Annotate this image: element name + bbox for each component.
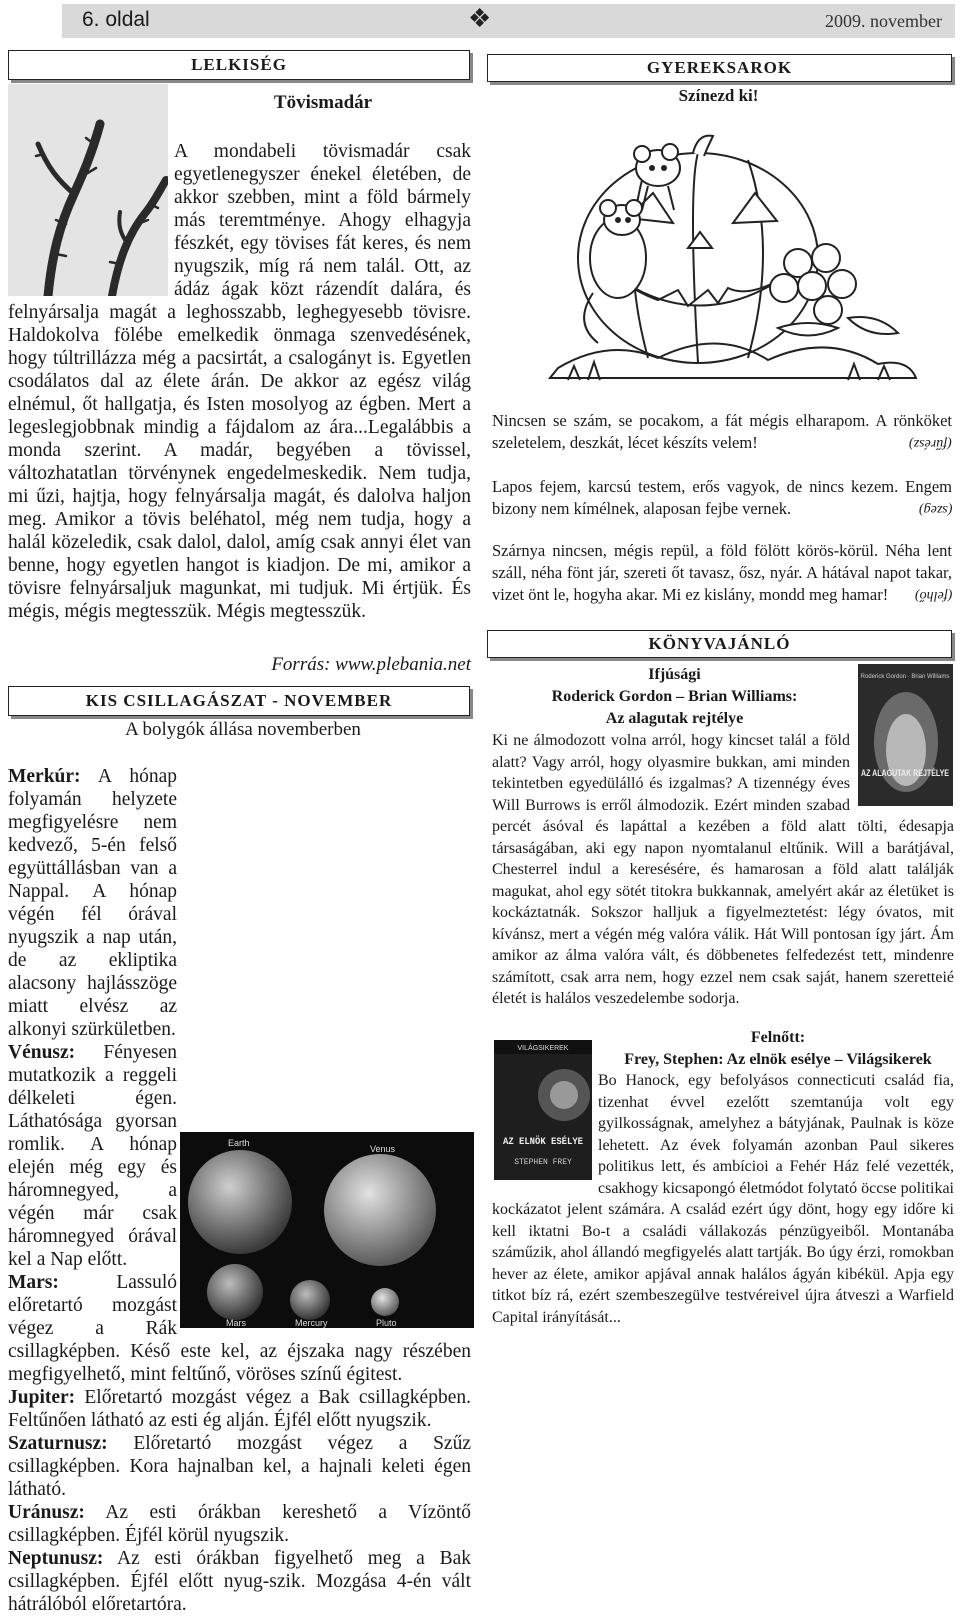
article-paragraph: A mondabeli tövismadár csak egyetlenegyszer énekel életében, de akkor szebben, mint a föld bármely más teremtménye. Ahogy elhagyja fészkét, egy tövises fát keres, és nem nyugszik, míg rá nem talál. Ott, az ádáz ágak közt rázendít dalára, és felnyársalja magát a leghosszabb, leghegyesebb tövisre. Haldokolva fölébe emelkedik önmaga szenvedésének, hogy túltrillázza még a pacsirtát, a csalogányt is. Egyetlen csodálatos dal az élete árán. De akkor az egész világ elnémul, őt hallgatja, és Isten mosolyog az égben. Mert a legeslegjobbnak mindig a fájdalom az ára...Legalábbis a monda szerint. A madár, begyében a tövissel, változhatatlan törvénynek engedelmeskedik. Nem tudja, mi űzi, hajtja, hogy felnyársalja magát, és dalolva haljon meg. Amikor a tövis beléhatol, még nem tudja, hogy a halál közeledik, csak dalol, dalol, amíg csak annyi élet van benne, hogy egyetlen hangot is kiadjon. De mi, amikor a tövisre felnyársaljuk magunkat, mi tudjuk. Mi értjük. És mégis, mégis megtesszük. Mégis megtesszük. — [8, 141, 471, 622]
planet-saturn: Szaturnusz: Előretartó mozgást végez a Szűz csillagképben. Kora hajnalban kel, a hajnali keleti égen látható. — [8, 1433, 471, 1500]
article-body — [8, 140, 471, 623]
planet-label-earth: Earth — [228, 1138, 250, 1148]
planet-label-venus: Venus — [370, 1144, 396, 1154]
planet-neptune: Neptunusz: Az esti órákban figyelhető meg a Bak csillagképben. Éjfél előtt nyug-szik. Mozgása 4-én vált hátrálóból előretartóra. — [8, 1548, 471, 1615]
planet-mars: Mars: Lassuló előretartó mozgást végez a Rák csillagképben. Késő este kel, az éjszaka nagy részében megfigyelhető, mint feltűnő, vöröses színű égitest. — [8, 1272, 471, 1385]
header-bar — [62, 4, 955, 38]
book1-category: Ifjúsági — [648, 666, 701, 683]
book1-authors: Roderick Gordon – Brian Williams: — [551, 688, 798, 705]
book2-cover-title: AZ ELNÖK ESÉLYE — [503, 1137, 592, 1148]
planet-jupiter: Jupiter: Előretartó mozgást végez a Bak csillagképben. Feltűnően látható az esti ég alján. Éjfél előtt nyugszik. — [8, 1387, 471, 1431]
riddle-3: Szárnya nincsen, mégis repül, a föld fölött körös-körül. Néha lent száll, néha fönt jár, szereti őt tavasz, ősz, nyár. A hátával napot takar, vizet önt le, hogyha akar. Mi ez kislány, mondd meg hamar! (felhő) — [492, 541, 952, 604]
astronomy-subtitle: A bolygók állása novemberben — [125, 719, 361, 740]
article-source: Forrás: www.plebania.net — [271, 654, 471, 675]
header-ornament: ❖ — [468, 4, 492, 33]
book2-category: Felnőtt: — [750, 1029, 806, 1046]
book1-cover-author: Roderick Gordon · Brian Williams — [860, 674, 950, 680]
planet-uranus: Uránusz: Az esti órákban kereshető a Vízöntő csillagképben. Éjfél körül nyugszik. — [8, 1502, 471, 1546]
book2-header — [598, 1027, 958, 1071]
article-title: Tövismadár — [273, 92, 373, 113]
planet-label-mars: Mars — [226, 1318, 246, 1328]
planet-label-pluto: Pluto — [376, 1318, 397, 1328]
book1-title: Az alagutak rejtélye — [605, 710, 744, 727]
book1-body: Ki ne álmodozott volna arról, hogy kincset talál a föld alatt? Vagy arról, hogy olyasmire bukkan, ami minden tekintetben egyedülálló és izgalmas? A tizennégy éves Will Burrows is erről álmodozik. Ezért minden szabad percét ásóval és lapáttal a kezében a föld alatt tölti, édesapja társaságában, aki egy napon nyomtalanul eltűnik. Will a barátjával, Chesterrel indul a keresésére, és hamarosan a föld alatt találják magukat, ahol egy sötét titokra bukkannak, amelyért akár az életüket is kockáztatnák. Sokszor halljuk a figyelmeztetést: légy óvatos, mit kívánsz, mert a végén még valóra válik. Hát Will pontosan így járt. Ám amikor az álma valóra vált, és döbbenetes felfedezést tett, mindenre számított, csak arra nem, hogy ezzel nem csak saját, hanem szeretteié életét is halálos veszedelembe sodorja. — [492, 732, 954, 1007]
riddle-2-answer: (szeg) — [918, 502, 952, 517]
coloring-subtitle: Színezd ki! — [678, 86, 759, 105]
section-heading-gyereksarok: GYEREKSAROK — [487, 54, 952, 82]
riddle-1-answer: (fűrész) — [909, 436, 952, 451]
riddle-2: Lapos fejem, karcsú testem, erős vagyok, de nincs kezem. Engem bizony nem kímélnek, alaposan fejbe vernek. (szeg) — [492, 477, 952, 518]
planets-image — [180, 1132, 474, 1328]
issue-date: 2009. november — [825, 11, 942, 31]
pumpkin-mice-coloring-image — [548, 128, 918, 406]
riddle-3-answer: (felhő) — [914, 588, 952, 603]
book2-cover-author: STEPHEN FREY — [514, 1158, 572, 1167]
book1-header — [487, 664, 862, 730]
page-number: 6. oldal — [82, 8, 150, 31]
section-heading-csillagaszat: KIS CSILLAGÁSZAT - NOVEMBER — [8, 686, 470, 716]
book2-body: Bo Hanock, egy befolyásos connecticuti család fia, tizenhat évvel ezelőtt szemtanúja volt egy gyilkosságnak, amelyhez a bátyjának, Paulnak is köze lehetett. Az évek folyamán azonban Paul sikeres politikus lett, és ambícioi a Fehér Ház felé vezették, csakhogy kicsapongó életmódot folytató öccse politikai kockázatot jelent számára. A család ezért úgy dönt, hogy egy időre ki kell iktatni Bo-t a családi vállakozás pénzügyeiből. Montanába száműzik, ahol állandó megfigyelés alatt tartják. Bo úgy érzi, romokban hever az élete, amikor apjával annak halálos ágyán kibékül. Apja egy titkot bíz rá, ezért szembeszegülve testvéreivel újra átveszi a Warfield Capital irányítását... — [492, 1072, 954, 1326]
planet-venus: Vénusz: Fényesen mutatkozik a reggeli délkeleti égen. Láthatósága gyorsan romlik. A hónap elején még egy és háromnegyed, a végén már csak háromnegyed órával kel a Nap előtt. — [8, 1042, 177, 1270]
riddle-1: Nincsen se szám, se pocakom, a fát mégis elharapom. A rönköket szeletelem, deszkát, lécet készíts velem! (fűrész) — [492, 411, 952, 452]
book1-cover-title: AZ ALAGUTAK REJTÉLYE — [861, 768, 949, 779]
planet-mercury: Merkúr: A hónap folyamán helyzete megfigyelésre nem kedvező, 5-én felső együttállásban van a Nappal. A hónap végén fél órával nyugszik a nap után, de az ekliptika alacsony hajlásszöge miatt elvész az alkonyi szürkületben. — [8, 766, 177, 1040]
book2-cover-series: VILÁGSIKEREK — [517, 1045, 569, 1052]
planet-label-mercury: Mercury — [295, 1318, 328, 1328]
book2-title: Frey, Stephen: Az elnök esélye – Világsikerek — [624, 1051, 932, 1068]
section-heading-konyvajanlo: KÖNYVAJÁNLÓ — [487, 630, 952, 658]
page-header — [0, 0, 960, 46]
section-heading-lelkiseg: LELKISÉG — [8, 50, 470, 80]
